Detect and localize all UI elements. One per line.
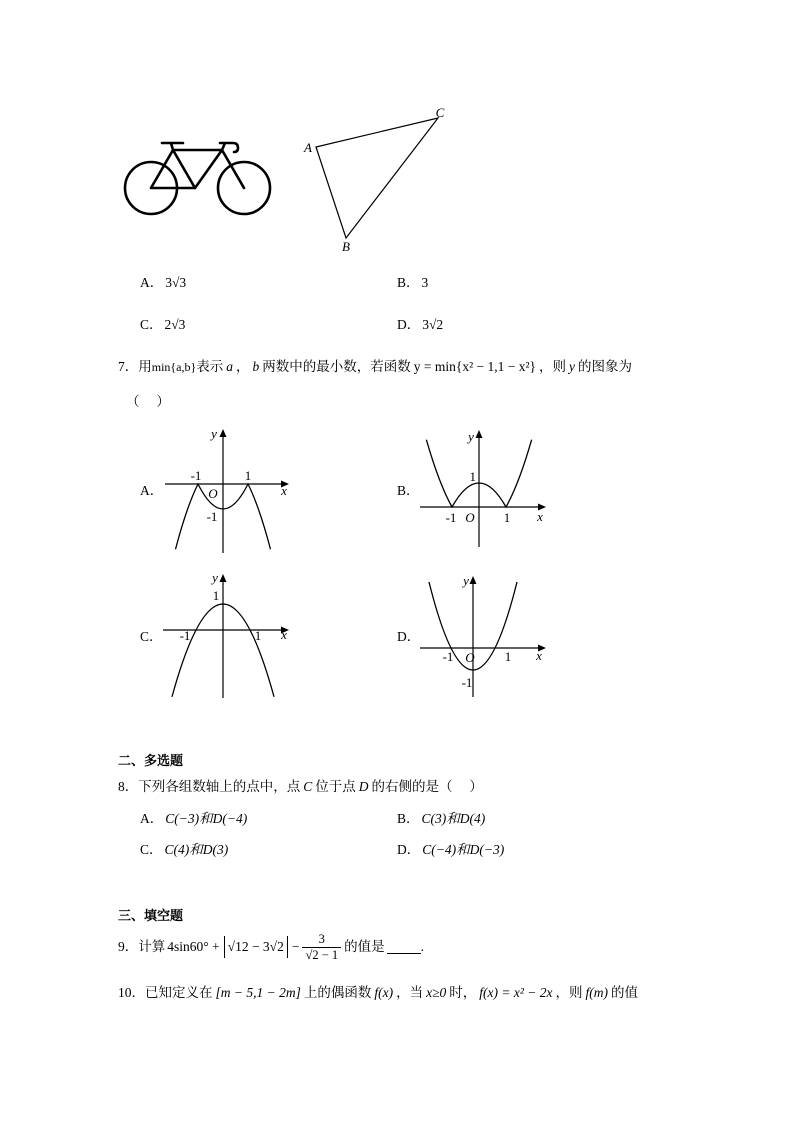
y-axis-label: y bbox=[212, 570, 218, 585]
section-heading-multiple-choice: 二、多选题 bbox=[118, 754, 184, 769]
q9-answer-blank[interactable] bbox=[387, 941, 421, 954]
q7-text: 表示 bbox=[196, 359, 224, 374]
tick-label-neg1-x: -1 bbox=[190, 468, 202, 483]
q6-option-b[interactable] bbox=[397, 274, 428, 292]
fraction-numerator: 3 bbox=[318, 931, 325, 946]
tick-label-1-y: 1 bbox=[469, 469, 476, 484]
vertex-label-b: B bbox=[342, 239, 350, 254]
q10-text: 的值 bbox=[611, 985, 638, 1000]
vertex-label-c: C bbox=[435, 105, 445, 120]
x-axis-label: x bbox=[281, 483, 287, 498]
x-axis-label: x bbox=[536, 648, 542, 663]
option-label: B． bbox=[397, 275, 420, 290]
q9-fraction bbox=[302, 932, 341, 963]
tick-label-1-y: 1 bbox=[212, 588, 220, 603]
q10-definition: f(x) = x² − 2x bbox=[479, 985, 553, 1000]
option-label: D． bbox=[397, 842, 421, 857]
q10-text: ，则 bbox=[555, 985, 583, 1000]
option-value: 3√3 bbox=[165, 275, 187, 290]
q8-option-c[interactable] bbox=[140, 841, 228, 859]
option-label: A． bbox=[140, 811, 164, 826]
fraction-denominator: √2 − 1 bbox=[302, 947, 341, 963]
q8-text: 的右侧的是（ ） bbox=[371, 779, 483, 794]
q7-answer-paren: （ ） bbox=[126, 394, 170, 409]
q7-text: ，则 bbox=[539, 359, 567, 374]
q7-graph-b bbox=[415, 425, 550, 555]
q7-text: 两数中的最小数，若函数 bbox=[262, 359, 411, 374]
option-value: C(3)和D(4) bbox=[421, 811, 486, 826]
q7-stem bbox=[118, 358, 632, 376]
triangle-abc bbox=[298, 100, 448, 260]
q7-graph-a bbox=[160, 425, 295, 555]
q7-var-b: b bbox=[252, 359, 260, 374]
q10-text: ，当 bbox=[396, 985, 424, 1000]
option-value: C(−3)和D(−4) bbox=[165, 811, 248, 826]
q7-graph-d-label[interactable]: D． bbox=[397, 629, 421, 644]
y-axis-label: y bbox=[468, 429, 474, 444]
q8-option-a[interactable] bbox=[140, 810, 247, 828]
y-axis-label: y bbox=[211, 426, 217, 441]
section-heading-fill-in: 三、填空题 bbox=[118, 909, 184, 924]
option-label: A． bbox=[140, 275, 164, 290]
q7-var-y: y bbox=[569, 359, 576, 374]
tick-label-1-x: 1 bbox=[503, 510, 511, 525]
q8-point-d: D bbox=[358, 779, 369, 794]
q7-var-a: a bbox=[226, 359, 234, 374]
q10-stem bbox=[118, 984, 638, 1002]
tick-label-neg1-x: -1 bbox=[445, 510, 457, 525]
option-value: 3√2 bbox=[422, 317, 444, 332]
q7-function: y = min{x² − 1,1 − x²} bbox=[413, 359, 537, 374]
q7-number: 7．用 bbox=[118, 359, 152, 374]
vertex-label-a: A bbox=[304, 140, 312, 155]
tick-label-neg1-x: -1 bbox=[442, 649, 454, 664]
q9-expression: 4sin60° + bbox=[167, 939, 220, 954]
tick-label-neg1-y: -1 bbox=[206, 509, 218, 524]
q7-min-notation: min{a,b} bbox=[151, 360, 197, 374]
q7-graph-a-label[interactable]: A． bbox=[140, 483, 164, 498]
option-value: C(4)和D(3) bbox=[164, 842, 229, 857]
tick-label-1-x: 1 bbox=[254, 628, 262, 643]
q9-absolute-value: √12 − 3√2 bbox=[224, 936, 288, 958]
option-label: B． bbox=[397, 811, 420, 826]
q10-fx: f(x) bbox=[374, 985, 394, 1000]
q6-option-a[interactable] bbox=[140, 274, 186, 292]
q8-stem bbox=[118, 778, 483, 796]
y-axis-arrow-icon bbox=[220, 429, 227, 437]
q10-text: 10．已知定义在 bbox=[118, 985, 213, 1000]
q10-fm: f(m) bbox=[585, 985, 608, 1000]
y-axis-arrow-icon bbox=[470, 576, 477, 584]
q8-text: 8．下列各组数轴上的点中，点 bbox=[118, 779, 301, 794]
tick-label-neg1-y: -1 bbox=[461, 675, 473, 690]
q9-period: . bbox=[420, 939, 425, 954]
q7-graph-c-label[interactable]: C． bbox=[140, 629, 163, 644]
q10-text: 上的偶函数 bbox=[303, 985, 372, 1000]
q9-text: 9．计算 bbox=[118, 939, 166, 954]
y-axis-label: y bbox=[463, 573, 469, 588]
option-label: C． bbox=[140, 842, 163, 857]
option-label: C． bbox=[140, 317, 163, 332]
q8-option-b[interactable] bbox=[397, 810, 485, 828]
q7-graph-b-label[interactable]: B． bbox=[397, 483, 420, 498]
option-label: D． bbox=[397, 317, 421, 332]
option-value: 3 bbox=[421, 275, 429, 290]
tick-label-1-x: 1 bbox=[504, 649, 512, 664]
q6-option-c[interactable] bbox=[140, 316, 185, 334]
q7-text: 的图象为 bbox=[578, 359, 633, 374]
bicycle-figure bbox=[120, 138, 276, 223]
q10-text: 时， bbox=[449, 985, 477, 1000]
y-axis-arrow-icon bbox=[476, 430, 483, 438]
q8-option-d[interactable] bbox=[397, 841, 504, 859]
triangle-outline bbox=[316, 118, 438, 238]
q8-point-c: C bbox=[303, 779, 313, 794]
q7-graph-d bbox=[415, 571, 550, 701]
tick-label-neg1-x: -1 bbox=[179, 628, 191, 643]
y-axis-arrow-icon bbox=[220, 574, 227, 582]
q10-condition: x≥0 bbox=[426, 985, 447, 1000]
q9-minus: − bbox=[291, 939, 300, 954]
q8-text: 位于点 bbox=[315, 779, 356, 794]
x-axis-label: x bbox=[537, 509, 543, 524]
q9-stem bbox=[118, 928, 424, 966]
origin-label: O bbox=[465, 510, 475, 525]
option-value: C(−4)和D(−3) bbox=[422, 842, 505, 857]
tick-label-1-x: 1 bbox=[244, 468, 252, 483]
origin-label: O bbox=[208, 486, 218, 501]
q6-option-d[interactable] bbox=[397, 316, 443, 334]
q7-comma: ， bbox=[236, 359, 250, 374]
q10-interval: [m − 5,1 − 2m] bbox=[215, 985, 301, 1000]
bicycle-frame bbox=[151, 143, 244, 188]
option-value: 2√3 bbox=[164, 317, 186, 332]
q7-graph-c bbox=[160, 570, 295, 702]
origin-label: O bbox=[465, 650, 475, 665]
q9-text: 的值是 bbox=[344, 939, 385, 954]
x-axis-label: x bbox=[281, 627, 287, 642]
